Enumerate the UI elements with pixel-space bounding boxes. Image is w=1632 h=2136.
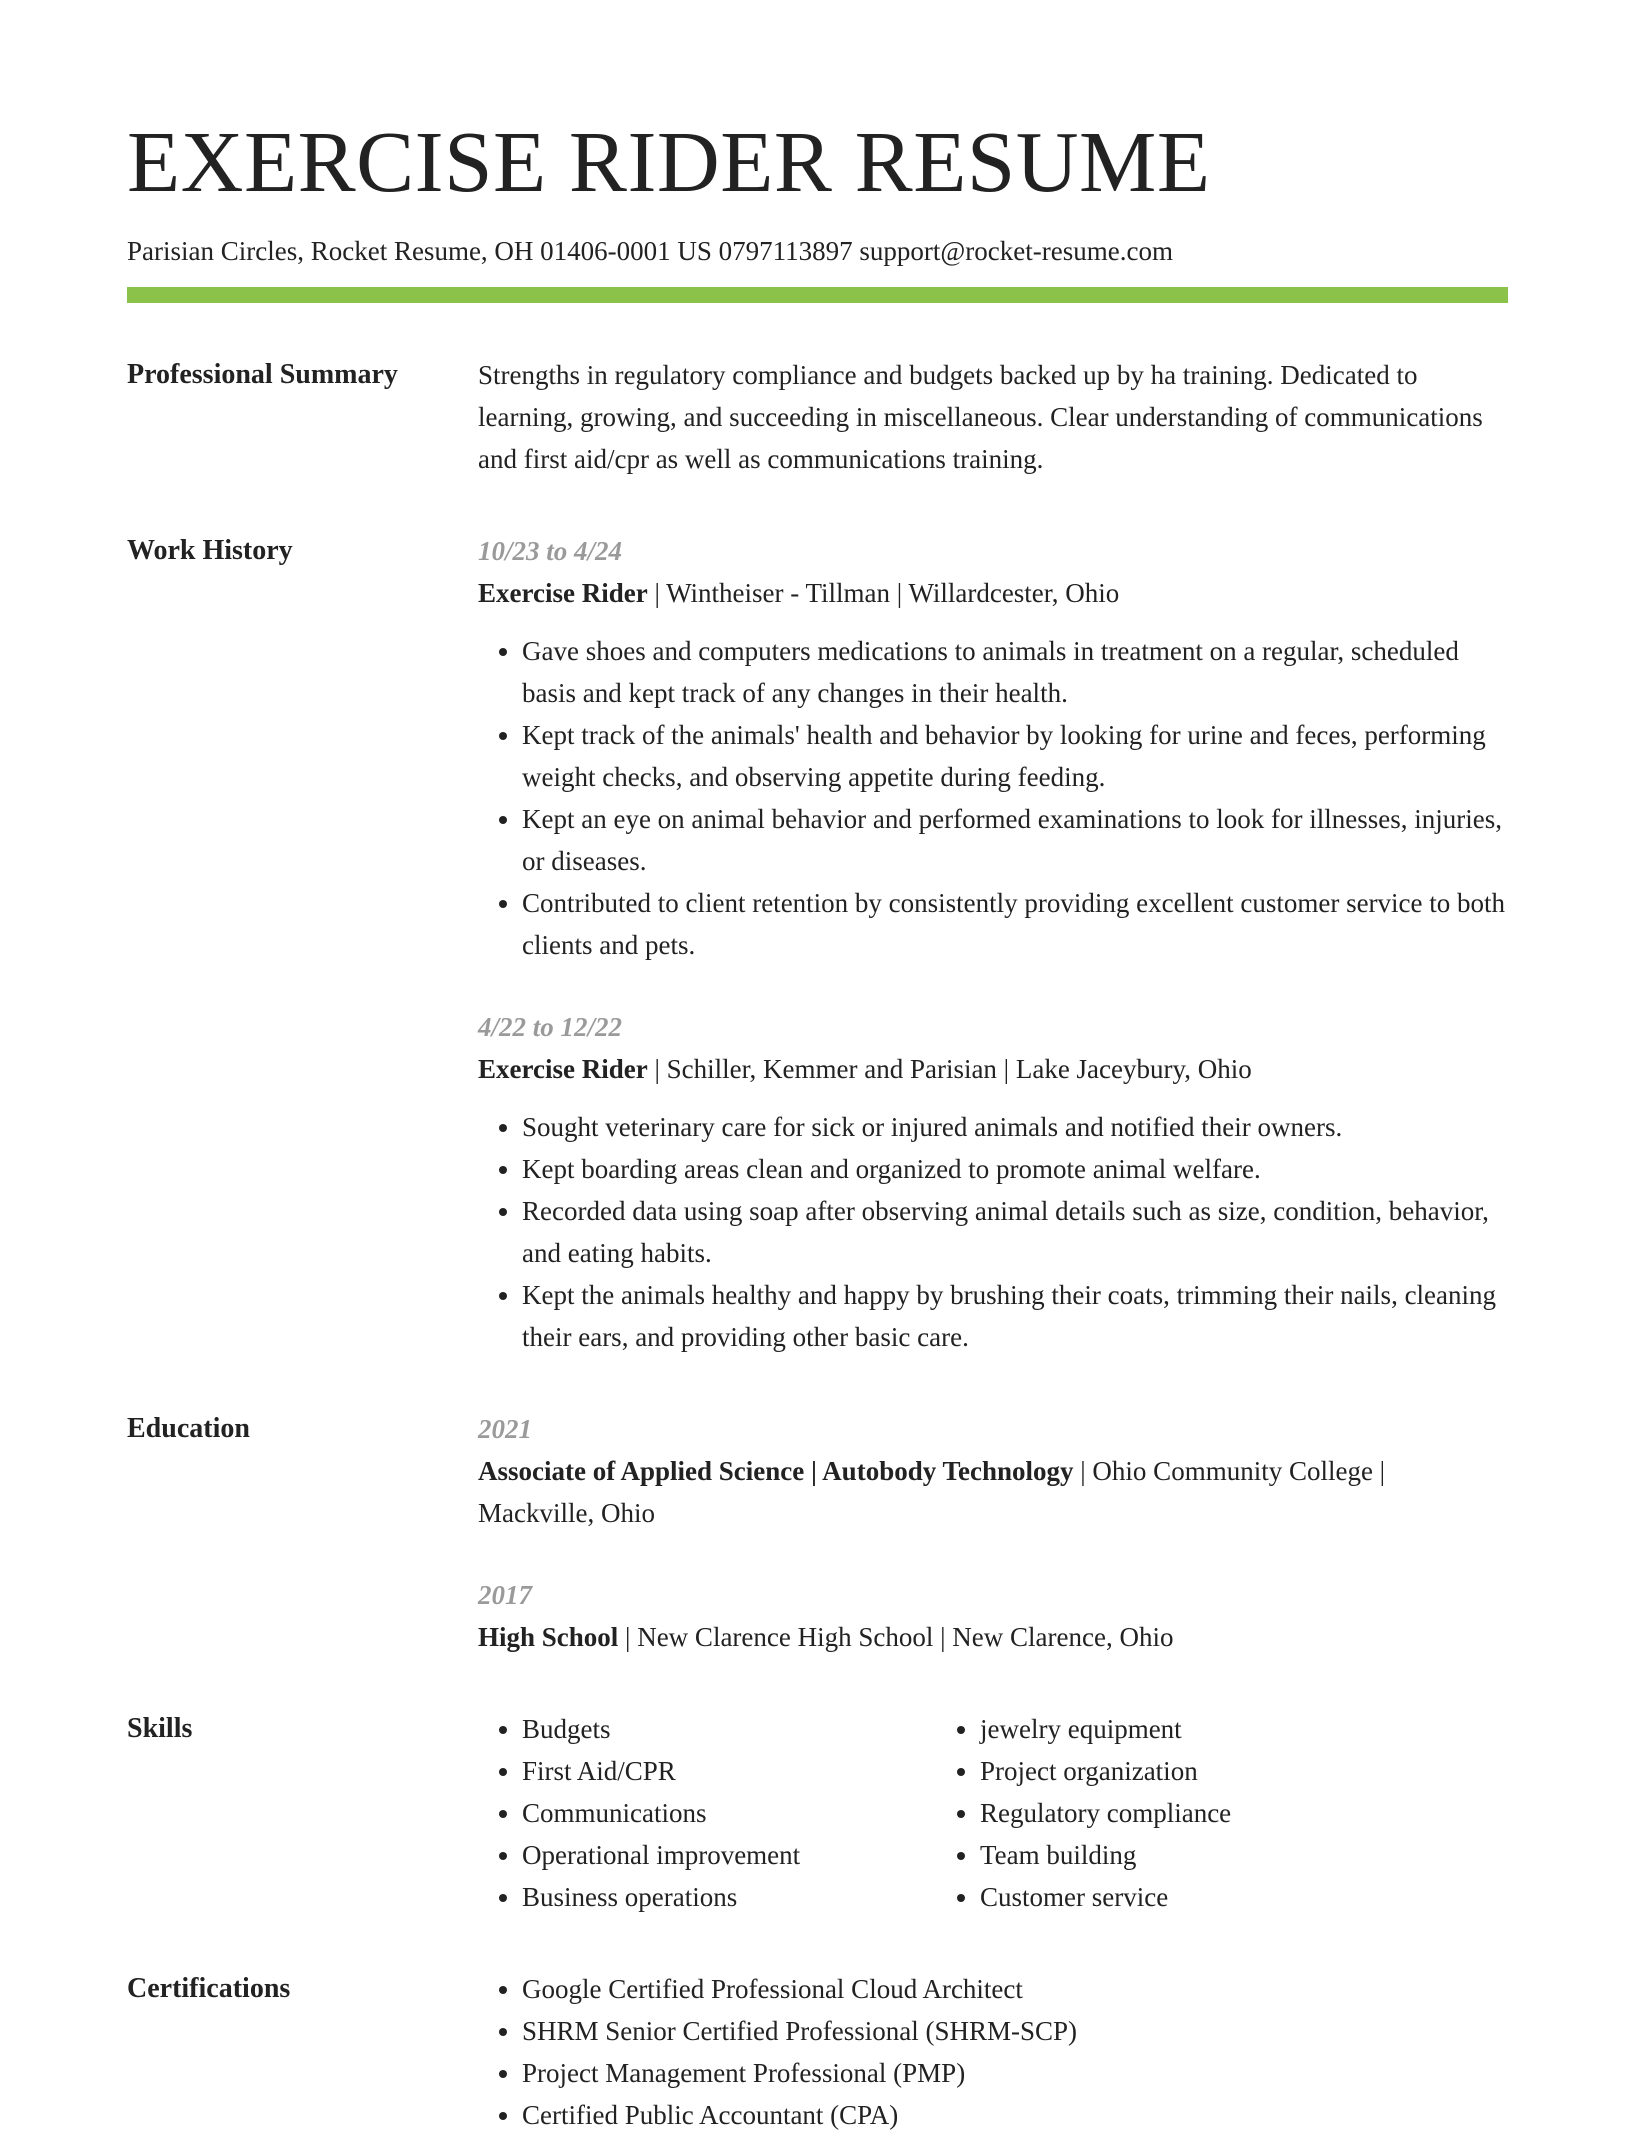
degree: High School [478,1622,619,1653]
list-item: • Project Management Professional (PMP) [522,2052,1508,2094]
skills-section [127,1708,1508,1918]
list-item: • First Aid/CPR [522,1750,936,1792]
work-entry [478,1006,1508,1358]
work-entry-date: 10/23 to 4/24 [478,536,623,567]
list-item: • Team building [980,1834,1508,1876]
school-details: | New Clarence High School | New Clarence, Ohio [618,1622,1174,1653]
list-item: • Sought veterinary care for sick or injured animals and notified their owners. [522,1106,1508,1148]
work-entry-heading [478,572,1508,614]
certifications-section [127,1968,1508,2136]
list-item: • Gave shoes and computers medications to animals in treatment on a regular, scheduled basis and kept track of any changes in their health. [522,630,1508,714]
list-item: • Regulatory compliance [980,1792,1508,1834]
list-item: • Google Certified Professional Cloud Architect [522,1968,1508,2010]
education-date: 2021 [478,1414,532,1445]
school-details: | Ohio Community College | Mackville, Ohio [478,1456,1386,1529]
certifications-body [478,1968,1508,2136]
education-heading-line [478,1616,1508,1658]
list-item: • Project organization [980,1750,1508,1792]
list-item: • Operational improvement [522,1834,936,1876]
job-details: | Schiller, Kemmer and Parisian | Lake Jaceybury, Ohio [647,1054,1252,1085]
list-item: • Kept boarding areas clean and organized to promote animal welfare. [522,1148,1508,1190]
education-entry [478,1574,1508,1658]
degree: Associate of Applied Science | Autobody Technology [478,1456,1074,1487]
list-item: • jewelry equipment [980,1708,1508,1750]
skills-list-left [478,1708,936,1918]
education-heading-line [478,1450,1508,1534]
work-entry-heading [478,1048,1508,1090]
resume-title: EXERCISE RIDER RESUME [127,113,1211,210]
skills-body [478,1708,1508,1918]
summary-body [478,354,1508,480]
work-entry-bullets [478,1106,1508,1358]
accent-divider [127,287,1508,303]
work-history-section [127,530,1508,1358]
list-item: • Customer service [980,1876,1508,1918]
certifications-list [478,1968,1508,2136]
list-item: • Kept track of the animals' health and behavior by looking for urine and feces, performing weight checks, and observing appetite during feeding. [522,714,1508,798]
education-heading: Education [127,1413,250,1445]
list-item: • Kept an eye on animal behavior and performed examinations to look for illnesses, injuries, or diseases. [522,798,1508,882]
work-entry-date: 4/22 to 12/22 [478,1012,623,1043]
list-item: • Recorded data using soap after observing animal details such as size, condition, behavior, and eating habits. [522,1190,1508,1274]
job-title: Exercise Rider [478,578,648,609]
work-history-body [478,530,1508,1358]
list-item: • Budgets [522,1708,936,1750]
education-entry [478,1408,1508,1534]
list-item: • Contributed to client retention by consistently providing excellent customer service to both clients and pets. [522,882,1508,966]
list-item: • Kept the animals healthy and happy by brushing their coats, trimming their nails, cleaning their ears, and providing other basic care. [522,1274,1508,1358]
list-item: • Certified Public Accountant (CPA) [522,2094,1508,2136]
summary-heading: Professional Summary [127,359,398,391]
list-item: • Communications [522,1792,936,1834]
education-section [127,1408,1508,1658]
job-title: Exercise Rider [478,1054,648,1085]
summary-text: Strengths in regulatory compliance and budgets backed up by ha training. Dedicated to learning, growing, and succeeding in miscellaneous. Clear understanding of communications and first aid/cpr as well as communications training. [478,360,1483,475]
list-item: • SHRM Senior Certified Professional (SHRM-SCP) [522,2010,1508,2052]
work-entry-bullets [478,630,1508,966]
work-history-heading: Work History [127,535,293,567]
list-item: • Business operations [522,1876,936,1918]
work-entry [478,530,1508,966]
job-details: | Wintheiser - Tillman | Willardcester, Ohio [647,578,1120,609]
contact-line: Parisian Circles, Rocket Resume, OH 01406-0001 US 0797113897 support@rocket-resume.com [127,236,1173,266]
skills-list-right [936,1708,1508,1918]
certifications-heading: Certifications [127,1973,291,2005]
skills-heading: Skills [127,1713,193,1745]
education-body [478,1408,1508,1658]
summary-section [127,354,1508,480]
education-date: 2017 [478,1580,532,1611]
